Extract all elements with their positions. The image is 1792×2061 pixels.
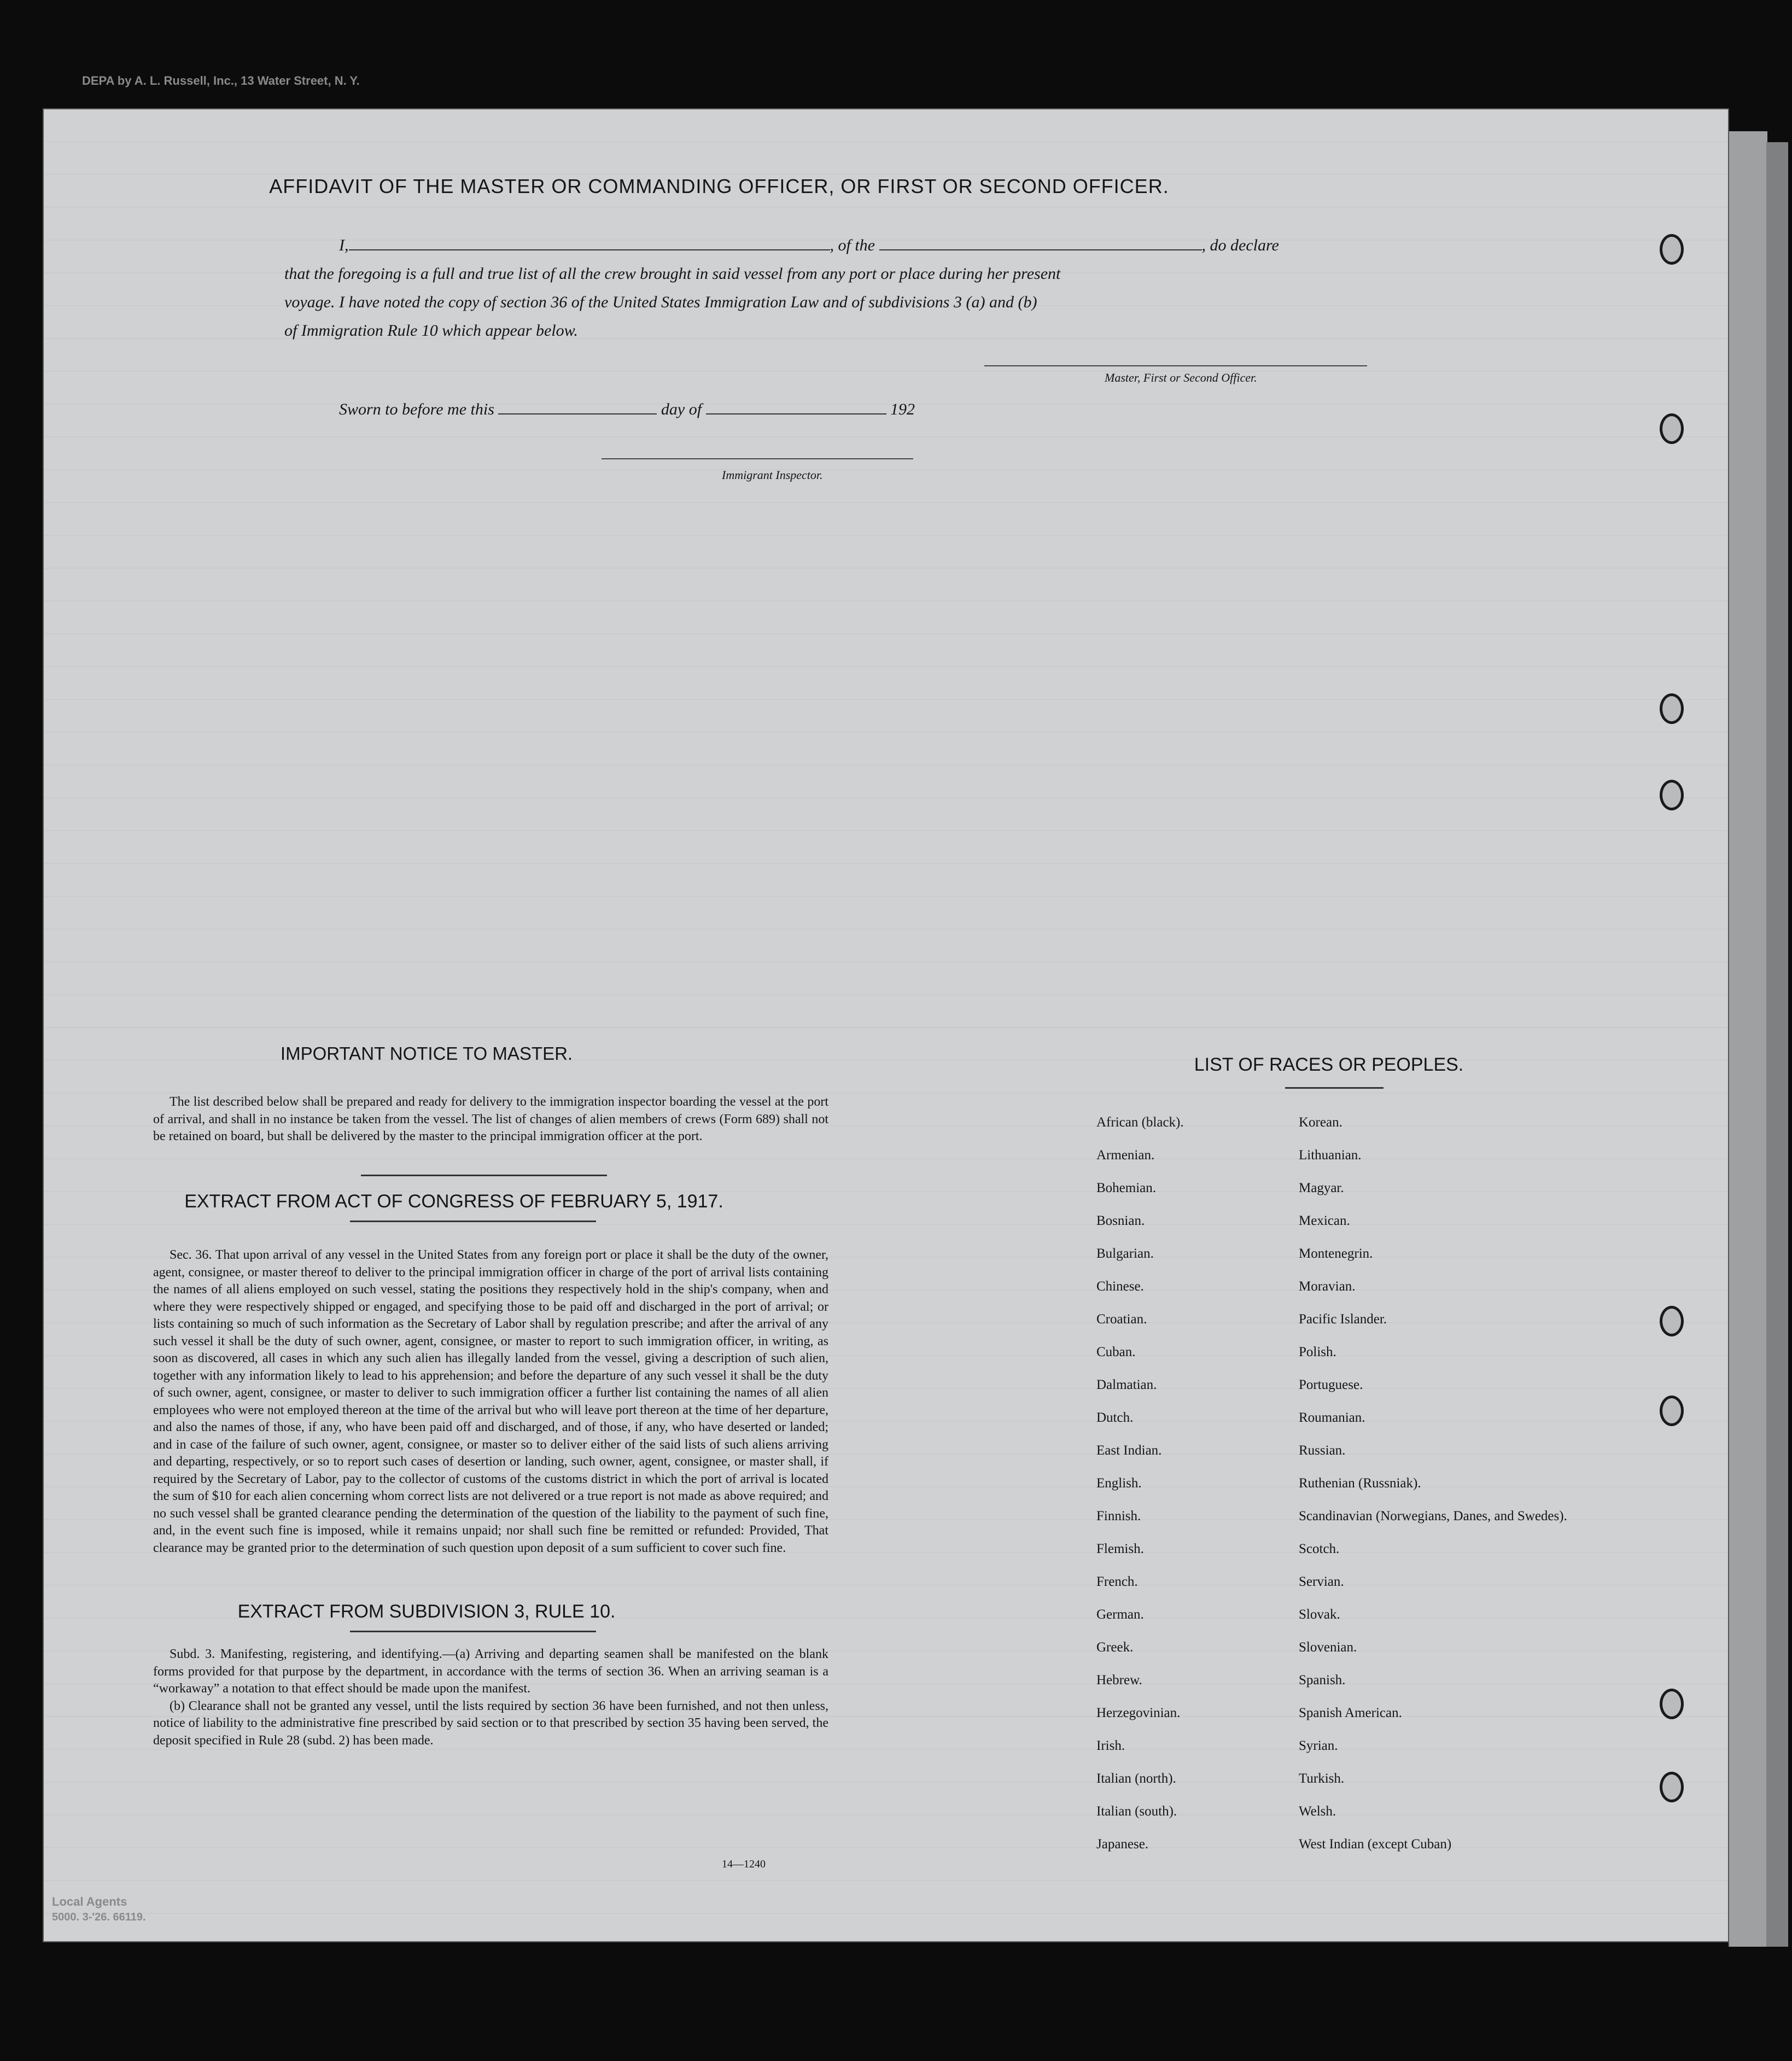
race-left-item: Finnish. bbox=[1096, 1509, 1141, 1523]
race-left-item: Cuban. bbox=[1096, 1345, 1136, 1359]
punch-hole bbox=[1660, 1306, 1684, 1336]
notice-text bbox=[153, 1094, 828, 1146]
attached-sheet-edge bbox=[1728, 131, 1767, 1947]
race-left-item: Dutch. bbox=[1096, 1410, 1134, 1425]
sworn-year: 192 bbox=[890, 400, 915, 418]
race-left-item: Irish. bbox=[1096, 1738, 1125, 1753]
sworn-day-field[interactable] bbox=[498, 413, 657, 414]
race-left-item: Chinese. bbox=[1096, 1279, 1144, 1294]
race-right-item: Portuguese. bbox=[1299, 1377, 1363, 1392]
race-left-item: Flemish. bbox=[1096, 1542, 1144, 1556]
printer-imprint: DEPA by A. L. Russell, Inc., 13 Water Street, N. Y. bbox=[82, 74, 360, 87]
divider-rule bbox=[1285, 1087, 1384, 1089]
of-the-label: , of the bbox=[830, 236, 875, 254]
race-left-item: Armenian. bbox=[1096, 1148, 1155, 1163]
rule-title: EXTRACT FROM SUBDIVISION 3, RULE 10. bbox=[237, 1601, 616, 1622]
race-right-item: Lithuanian. bbox=[1299, 1148, 1362, 1163]
race-right-item: Polish. bbox=[1299, 1345, 1336, 1359]
race-left-item: Greek. bbox=[1096, 1640, 1134, 1655]
punch-hole bbox=[1660, 1772, 1684, 1802]
master-signature-line[interactable] bbox=[984, 365, 1367, 366]
manifest-sheet bbox=[44, 109, 1728, 1941]
race-left-item: Dalmatian. bbox=[1096, 1377, 1157, 1392]
race-left-item: German. bbox=[1096, 1607, 1144, 1622]
punch-hole bbox=[1660, 693, 1684, 724]
local-agents-imprint: Local Agents bbox=[52, 1895, 127, 1908]
race-left-item: Bulgarian. bbox=[1096, 1246, 1154, 1261]
do-declare-label: , do declare bbox=[1201, 236, 1279, 254]
sworn-label: Sworn to before me this bbox=[339, 400, 494, 418]
race-right-item: Mexican. bbox=[1299, 1213, 1350, 1228]
rule-paragraph-b: (b) Clearance shall not be granted any vessel, until the lists required by section 36 have been furnished, and not then unless, notice of liability to the administrative fine prescribed by said section or to that prescribed by section 35 having been served, the deposit specified in Rule 28 (subd. 2) has been made. bbox=[153, 1698, 828, 1748]
notice-title: IMPORTANT NOTICE TO MASTER. bbox=[280, 1043, 573, 1064]
affiant-name-field[interactable] bbox=[349, 249, 830, 250]
divider-rule bbox=[350, 1631, 596, 1632]
punch-hole bbox=[1660, 780, 1684, 810]
punch-hole bbox=[1660, 234, 1684, 265]
race-left-item: Japanese. bbox=[1096, 1837, 1149, 1852]
race-right-item: Turkish. bbox=[1299, 1771, 1345, 1786]
affidavit-line-3: voyage. I have noted the copy of section 36 of the United States Immigration Law and of subdivisions 3 (a) and (b) bbox=[284, 293, 1037, 311]
races-right-column bbox=[1299, 1114, 1567, 1869]
race-left-item: Bosnian. bbox=[1096, 1213, 1145, 1228]
race-right-item: Pacific Islander. bbox=[1299, 1312, 1387, 1327]
affidavit-title: AFFIDAVIT OF THE MASTER OR COMMANDING OFFICER, OR FIRST OR SECOND OFFICER. bbox=[269, 175, 1169, 197]
race-right-item: Scandinavian (Norwegians, Danes, and Swedes). bbox=[1299, 1509, 1567, 1523]
race-right-item: Spanish American. bbox=[1299, 1706, 1402, 1720]
inspector-signature-caption: Immigrant Inspector. bbox=[722, 468, 823, 482]
race-right-item: Slovak. bbox=[1299, 1607, 1340, 1622]
master-signature-caption: Master, First or Second Officer. bbox=[1105, 371, 1257, 384]
race-left-item: Bohemian. bbox=[1096, 1181, 1157, 1195]
race-left-item: Italian (south). bbox=[1096, 1804, 1177, 1819]
divider-rule bbox=[361, 1175, 607, 1176]
race-left-item: African (black). bbox=[1096, 1115, 1184, 1130]
sworn-line bbox=[339, 400, 915, 419]
print-run-imprint: 5000. 3-'26. 66119. bbox=[52, 1911, 146, 1923]
race-right-item: West Indian (except Cuban) bbox=[1299, 1837, 1452, 1852]
race-left-item: Herzegovinian. bbox=[1096, 1706, 1181, 1720]
race-right-item: Slovenian. bbox=[1299, 1640, 1357, 1655]
race-left-item: English. bbox=[1096, 1476, 1142, 1491]
sworn-month-field[interactable] bbox=[706, 413, 886, 414]
race-right-item: Korean. bbox=[1299, 1115, 1342, 1130]
affiant-label: I, bbox=[339, 236, 349, 254]
race-left-item: French. bbox=[1096, 1574, 1138, 1589]
race-right-item: Servian. bbox=[1299, 1574, 1344, 1589]
act-title: EXTRACT FROM ACT OF CONGRESS OF FEBRUARY 5, 1917. bbox=[184, 1191, 723, 1212]
race-right-item: Montenegrin. bbox=[1299, 1246, 1373, 1261]
races-left-column bbox=[1096, 1114, 1277, 1869]
race-right-item: Syrian. bbox=[1299, 1738, 1338, 1753]
race-right-item: Welsh. bbox=[1299, 1804, 1336, 1819]
notice-paragraph: The list described below shall be prepared and ready for delivery to the immigration inspector boarding the vessel at the port of arrival, and shall in no instance be taken from the vessel. The list of changes of alien members of crews (Form 689) shall not be retained on board, but shall be delivered by the master to the principal immigration officer at the port. bbox=[153, 1095, 828, 1143]
form-number: 14—1240 bbox=[722, 1858, 766, 1870]
race-left-item: East Indian. bbox=[1096, 1443, 1162, 1458]
race-right-item: Ruthenian (Russniak). bbox=[1299, 1476, 1421, 1491]
rule-paragraph-a: Subd. 3. Manifesting, registering, and identifying.—(a) Arriving and departing seamen shall be manifested on the blank forms provided for that purpose by the department, in accordance with the terms of section 36. When an arriving seaman is a “workaway” a notation to that effect should be made upon the manifest. bbox=[153, 1647, 828, 1696]
divider-rule bbox=[350, 1221, 596, 1222]
race-right-item: Roumanian. bbox=[1299, 1410, 1365, 1425]
punch-hole bbox=[1660, 413, 1684, 444]
act-paragraph: Sec. 36. That upon arrival of any vessel in the United States from any foreign port or place it shall be the duty of the owner, agent, consignee, or master thereof to deliver to the principal immigration officer in charge of the port of arrival lists containing the names of all aliens employed on such vessel, stating the positions they respectively hold in the ship's company, when and where they were respectively shipped or engaged, and specifying those to be paid off and discharged in the port of arrival; or lists containing so much of such information as the Secretary of Labor shall by regulation prescribe; and after the arrival of any such vessel it shall be the duty of such owner, agent, consignee, or master to report to such immigration officer, in writing, as soon as discovered, all cases in which any such alien has illegally landed from the vessel, giving a description of such alien, together with any information likely to lead to his apprehension; and before the departure of any such vessel it shall be the duty of such owner, agent, consignee, or master to deliver to such immigration officer a further list containing the names of all alien employees who were not employed thereon at the time of the arrival but who will leave port thereon at the time of her departure, and also the names of those, if any, who have been paid off and discharged, and of those, if any, who have deserted or landed; and in case of the failure of such owner, agent, consignee, or master so to deliver either of the said lists of such aliens arriving and departing, respectively, or so to report such cases of desertion or landing, such owner, agent, consignee, or master shall, if required by the Secretary of Labor, pay to the collector of customs of the customs district in which the port of arrival is located the sum of $10 for each alien concerning whom correct lists are not delivered or a true report is not made as above required; and no such vessel shall be granted clearance pending the determination of the question of the liability to the payment of such fine, and, in the event such fine is imposed, while it remains unpaid; nor shall such fine be remitted or refunded: Provided, That clearance may be granted prior to the determination of such question upon deposit of a sum sufficient to cover such fine. bbox=[153, 1248, 828, 1555]
punch-hole bbox=[1660, 1396, 1684, 1426]
race-right-item: Scotch. bbox=[1299, 1542, 1340, 1556]
act-text bbox=[153, 1247, 828, 1557]
affidavit-line-1 bbox=[339, 236, 1279, 255]
day-of-label: day of bbox=[661, 400, 702, 418]
race-left-item: Italian (north). bbox=[1096, 1771, 1176, 1786]
vessel-name-field[interactable] bbox=[879, 249, 1202, 250]
affidavit-line-2: that the foregoing is a full and true list of all the crew brought in said vessel from any port or place during her present bbox=[284, 265, 1061, 283]
race-right-item: Russian. bbox=[1299, 1443, 1346, 1458]
affidavit-line-4: of Immigration Rule 10 which appear below. bbox=[284, 322, 578, 340]
attached-sheet-edge-2 bbox=[1766, 142, 1788, 1947]
rule-text bbox=[153, 1646, 828, 1749]
race-left-item: Croatian. bbox=[1096, 1312, 1147, 1327]
race-right-item: Moravian. bbox=[1299, 1279, 1356, 1294]
races-title: LIST OF RACES OR PEOPLES. bbox=[1194, 1054, 1464, 1075]
punch-hole bbox=[1660, 1689, 1684, 1719]
race-right-item: Spanish. bbox=[1299, 1673, 1346, 1688]
race-right-item: Magyar. bbox=[1299, 1181, 1344, 1195]
race-left-item: Hebrew. bbox=[1096, 1673, 1142, 1688]
inspector-signature-line[interactable] bbox=[602, 458, 913, 459]
